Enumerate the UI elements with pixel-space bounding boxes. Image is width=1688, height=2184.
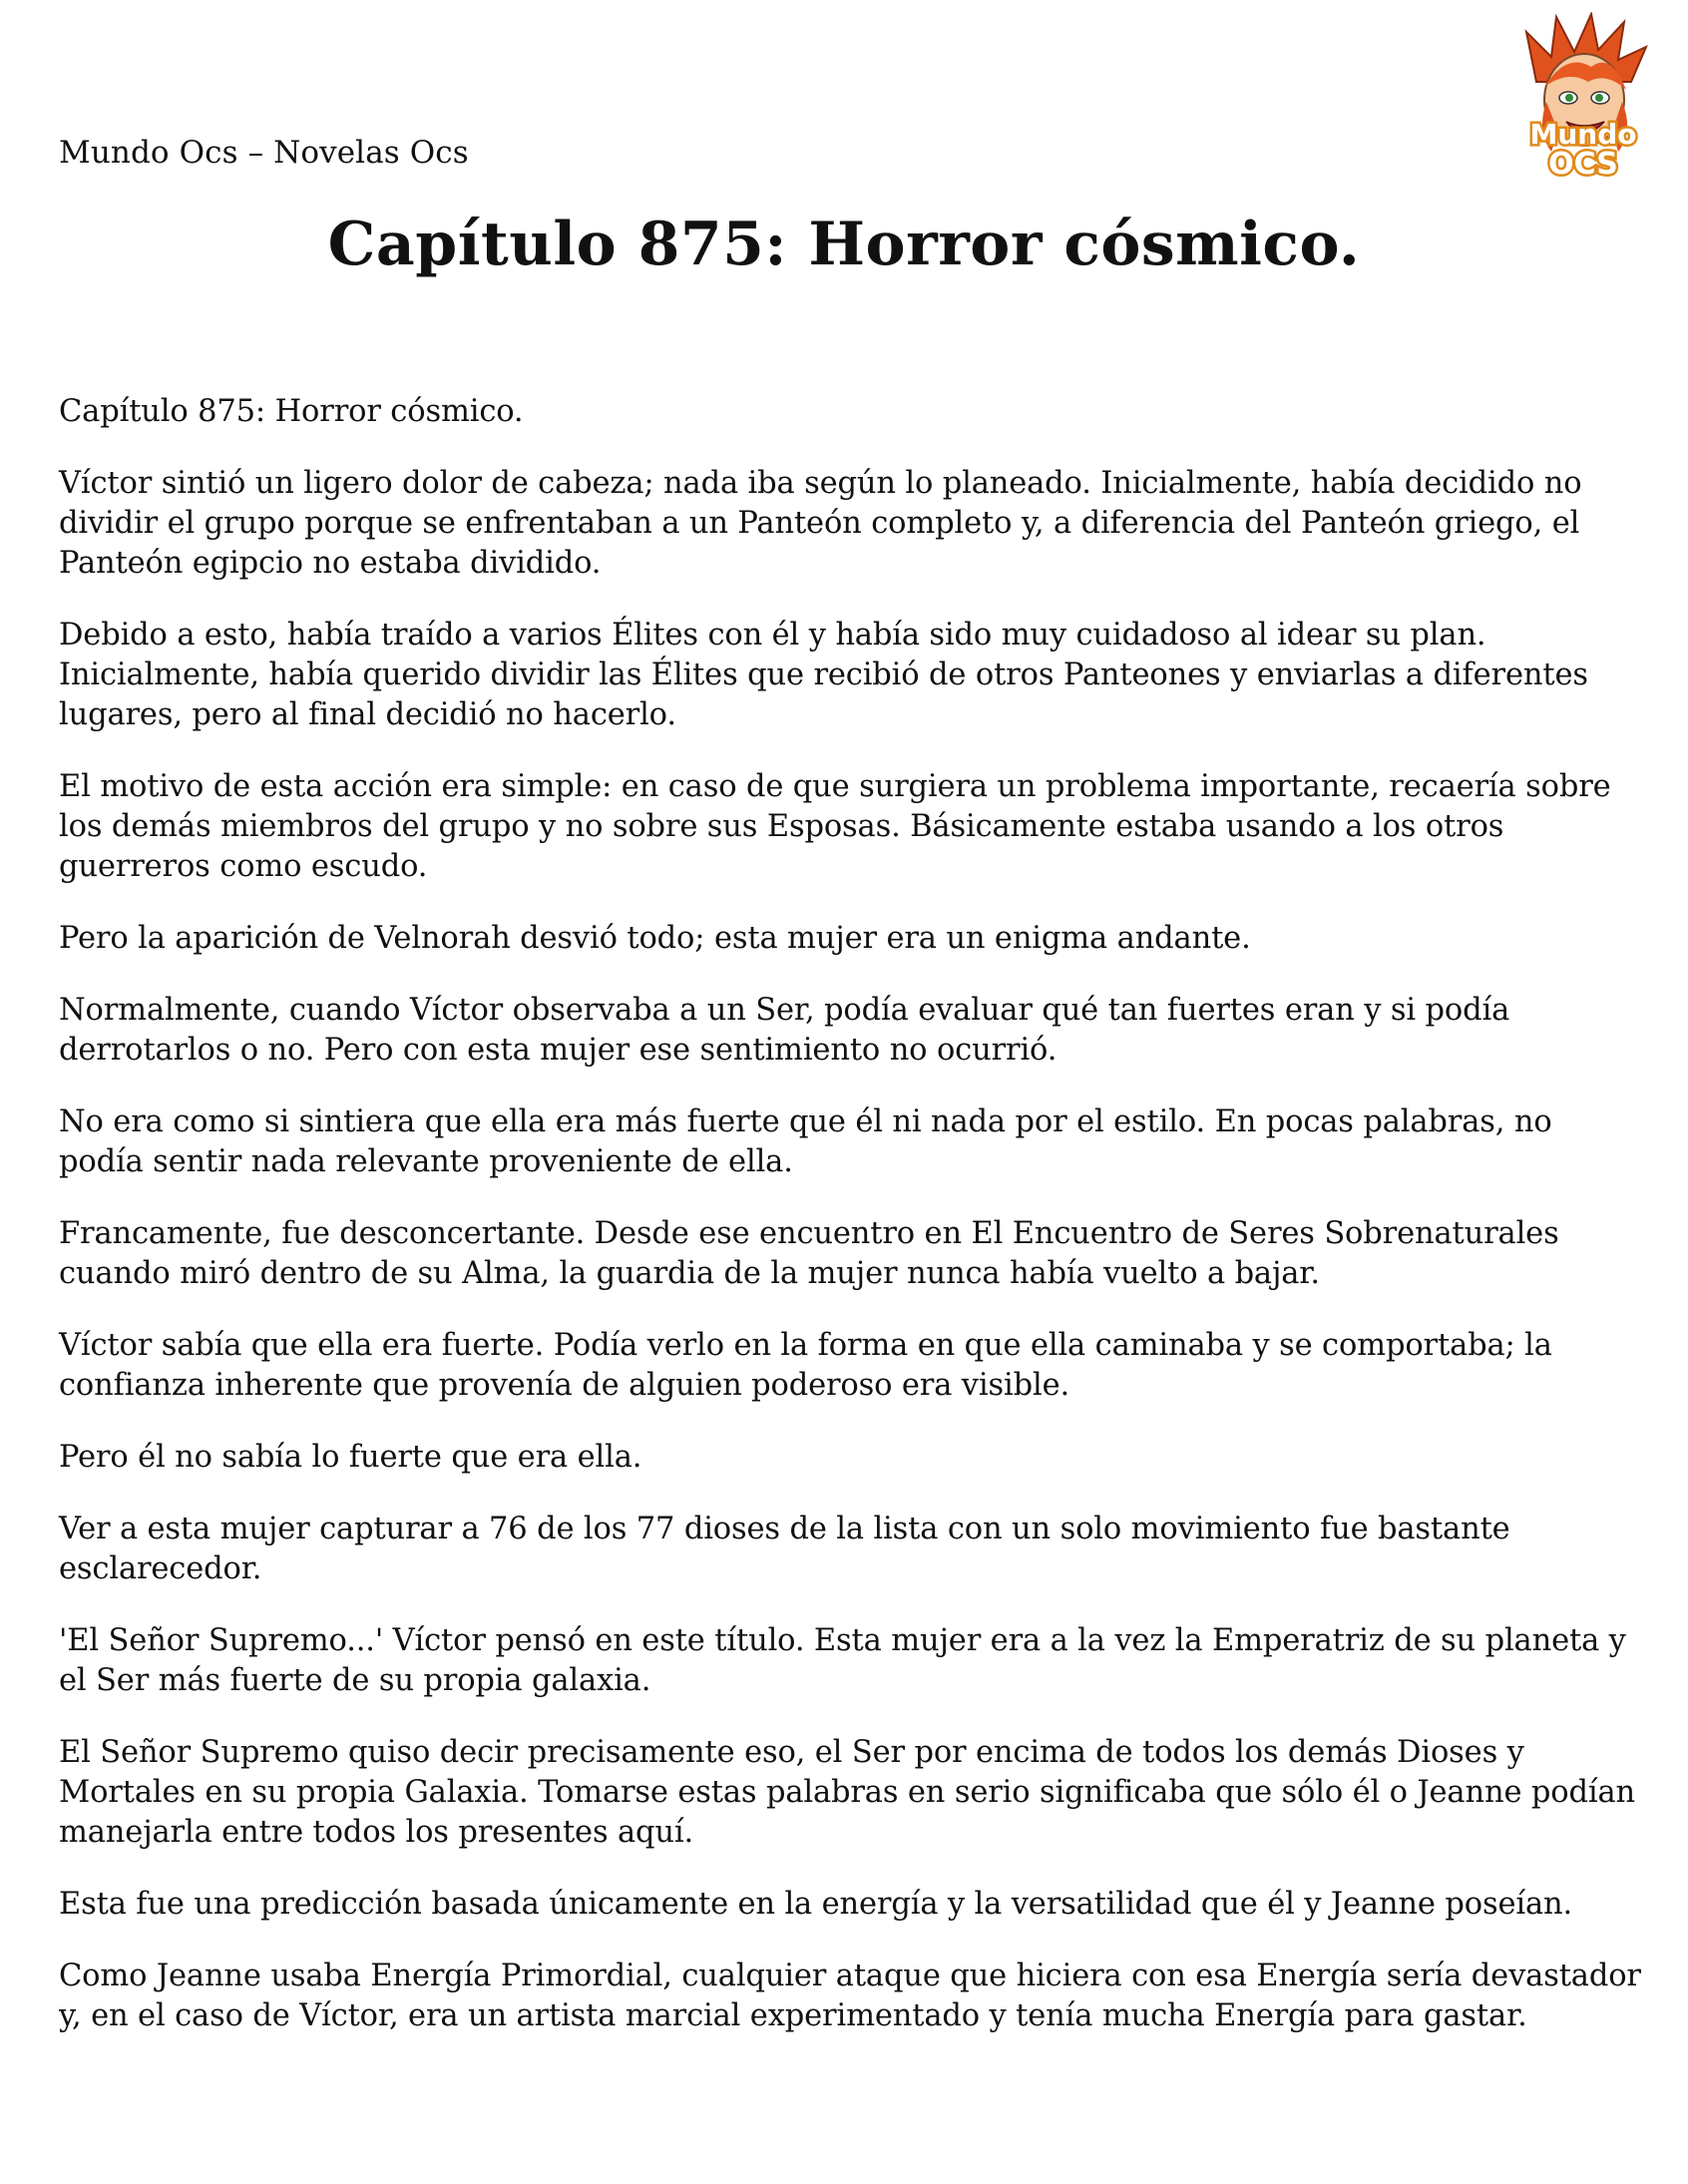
paragraph: Debido a esto, había traído a varios Élites con él y había sido muy cuidadoso al idear su plan. Inicialmente, había querido dividir las Élites que recibió de otros Panteones y enviarlas a diferentes lugares, pero al final decidió no hacerlo. [59, 618, 1588, 732]
chapter-body [59, 392, 1645, 2068]
logo-text-ocs: OCS [1548, 147, 1618, 182]
paragraph: Ver a esta mujer capturar a 76 de los 77 dioses de la lista con un solo movimiento fue bastante esclarecedor. [59, 1512, 1510, 1586]
paragraph: Pero la aparición de Velnorah desvió todo; esta mujer era un enigma andante. [59, 921, 1251, 956]
chapter-title: Capítulo 875: Horror cósmico. [327, 210, 1361, 279]
paragraph: Esta fue una predicción basada únicamente en la energía y la versatilidad que él y Jeanne poseían. [59, 1887, 1573, 1922]
paragraph: Francamente, fue desconcertante. Desde ese encuentro en El Encuentro de Seres Sobrenaturales cuando miró dentro de su Alma, la guardia de la mujer nunca había vuelto a bajar. [59, 1216, 1559, 1291]
paragraph: Víctor sintió un ligero dolor de cabeza; nada iba según lo planeado. Inicialmente, había decidido no dividir el grupo porque se enfrentaban a un Panteón completo y, a diferencia del Panteón griego, el Panteón egipcio no estaba dividido. [59, 466, 1582, 581]
mundo-ocs-logo [1496, 12, 1671, 182]
paragraph: 'El Señor Supremo...' Víctor pensó en este título. Esta mujer era a la vez la Emperatriz de su planeta y el Ser más fuerte de su propia galaxia. [59, 1623, 1626, 1698]
paragraph: Normalmente, cuando Víctor observaba a un Ser, podía evaluar qué tan fuertes eran y si podía derrotarlos o no. Pero con esta mujer ese sentimiento no ocurrió. [59, 993, 1510, 1068]
paragraph: Pero él no sabía lo fuerte que era ella. [59, 1440, 642, 1475]
paragraph: Capítulo 875: Horror cósmico. [59, 394, 524, 429]
logo-text-mundo: Mundo [1529, 118, 1637, 151]
paragraph: Víctor sabía que ella era fuerte. Podía verlo en la forma en que ella caminaba y se comportaba; la confianza inherente que provenía de alguien poderoso era visible. [59, 1328, 1552, 1403]
paragraph: El Señor Supremo quiso decir precisamente eso, el Ser por encima de todos los demás Dioses y Mortales en su propia Galaxia. Tomarse estas palabras en serio significaba que sólo él o Jeanne podían manejarla entre todos los presentes aquí. [59, 1735, 1635, 1850]
paragraph: No era como si sintiera que ella era más fuerte que él ni nada por el estilo. En pocas palabras, no podía sentir nada relevante proveniente de ella. [59, 1104, 1552, 1179]
paragraph: Como Jeanne usaba Energía Primordial, cualquier ataque que hiciera con esa Energía sería devastador y, en el caso de Víctor, era un artista marcial experimentado y tenía mucha Energía para gastar. [59, 1959, 1641, 2033]
site-header-text: Mundo Ocs – Novelas Ocs [59, 135, 469, 171]
paragraph: El motivo de esta acción era simple: en caso de que surgiera un problema importante, recaería sobre los demás miembros del grupo y no sobre sus Esposas. Básicamente estaba usando a los otros guerreros como escudo. [59, 769, 1611, 884]
